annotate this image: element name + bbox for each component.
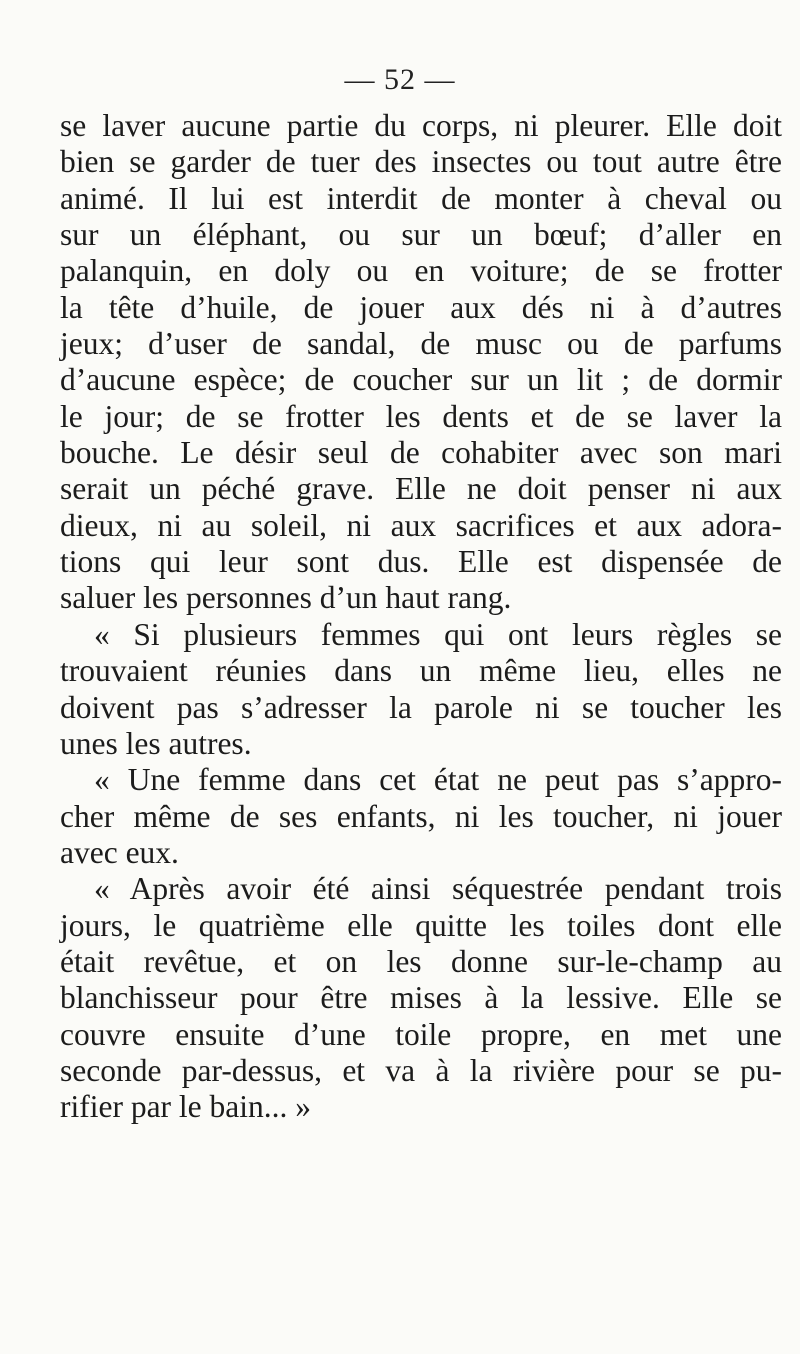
text-line: seconde par-dessus, et va à la rivière pour se pu- [60,1052,782,1088]
text-line: la tête d’huile, de jouer aux dés ni à d’autres [60,289,782,325]
text-line: blanchisseur pour être mises à la lessive. Elle se [60,980,782,1016]
text-line: bien se garder de tuer des insectes ou tout autre être [60,144,782,180]
text-line: le jour; de se frotter les dents et de se laver la [60,398,782,434]
text-line: jours, le quatrième elle quitte les toiles dont elle [60,907,782,943]
text-line: serait un péché grave. Elle ne doit penser ni aux [60,471,782,507]
text-line: tions qui leur sont dus. Elle est dispensée de [60,544,782,580]
text-line: doivent pas s’adresser la parole ni se toucher les [60,689,782,725]
text-line: dieux, ni au soleil, ni aux sacrifices et aux adora- [60,507,782,543]
text-line: unes les autres. [60,725,252,761]
text-line: jeux; d’user de sandal, de musc ou de parfums [60,326,782,362]
text-line: bouche. Le désir seul de cohabiter avec son mari [60,435,782,471]
text-line: trouvaient réunies dans un même lieu, elles ne [60,653,782,689]
text-line: couvre ensuite d’une toile propre, en met une [60,1016,782,1052]
text-line: « Une femme dans cet état ne peut pas s’appro- [94,762,782,798]
text-line: cher même de ses enfants, ni les toucher, ni jouer [60,798,782,834]
text-line: avec eux. [60,834,179,870]
text-line: était revêtue, et on les donne sur-le-champ au [60,943,782,979]
text-line: se laver aucune partie du corps, ni pleurer. Elle doit [60,108,782,143]
text-line: « Après avoir été ainsi séquestrée pendant trois [94,871,782,907]
text-line: animé. Il lui est interdit de monter à cheval ou [60,180,782,216]
text-line: sur un éléphant, ou sur un bœuf; d’aller en [60,217,782,253]
text-line: palanquin, en doly ou en voiture; de se frotter [60,253,782,289]
text-line: d’aucune espèce; de coucher sur un lit ; de dormir [60,362,782,398]
page-number: — 52 — [344,63,456,96]
text-line: rifier par le bain... » [60,1089,312,1125]
text-line: saluer les personnes d’un haut rang. [60,580,512,616]
page-body-text [60,108,782,1126]
text-line: « Si plusieurs femmes qui ont leurs règles se [94,616,782,652]
